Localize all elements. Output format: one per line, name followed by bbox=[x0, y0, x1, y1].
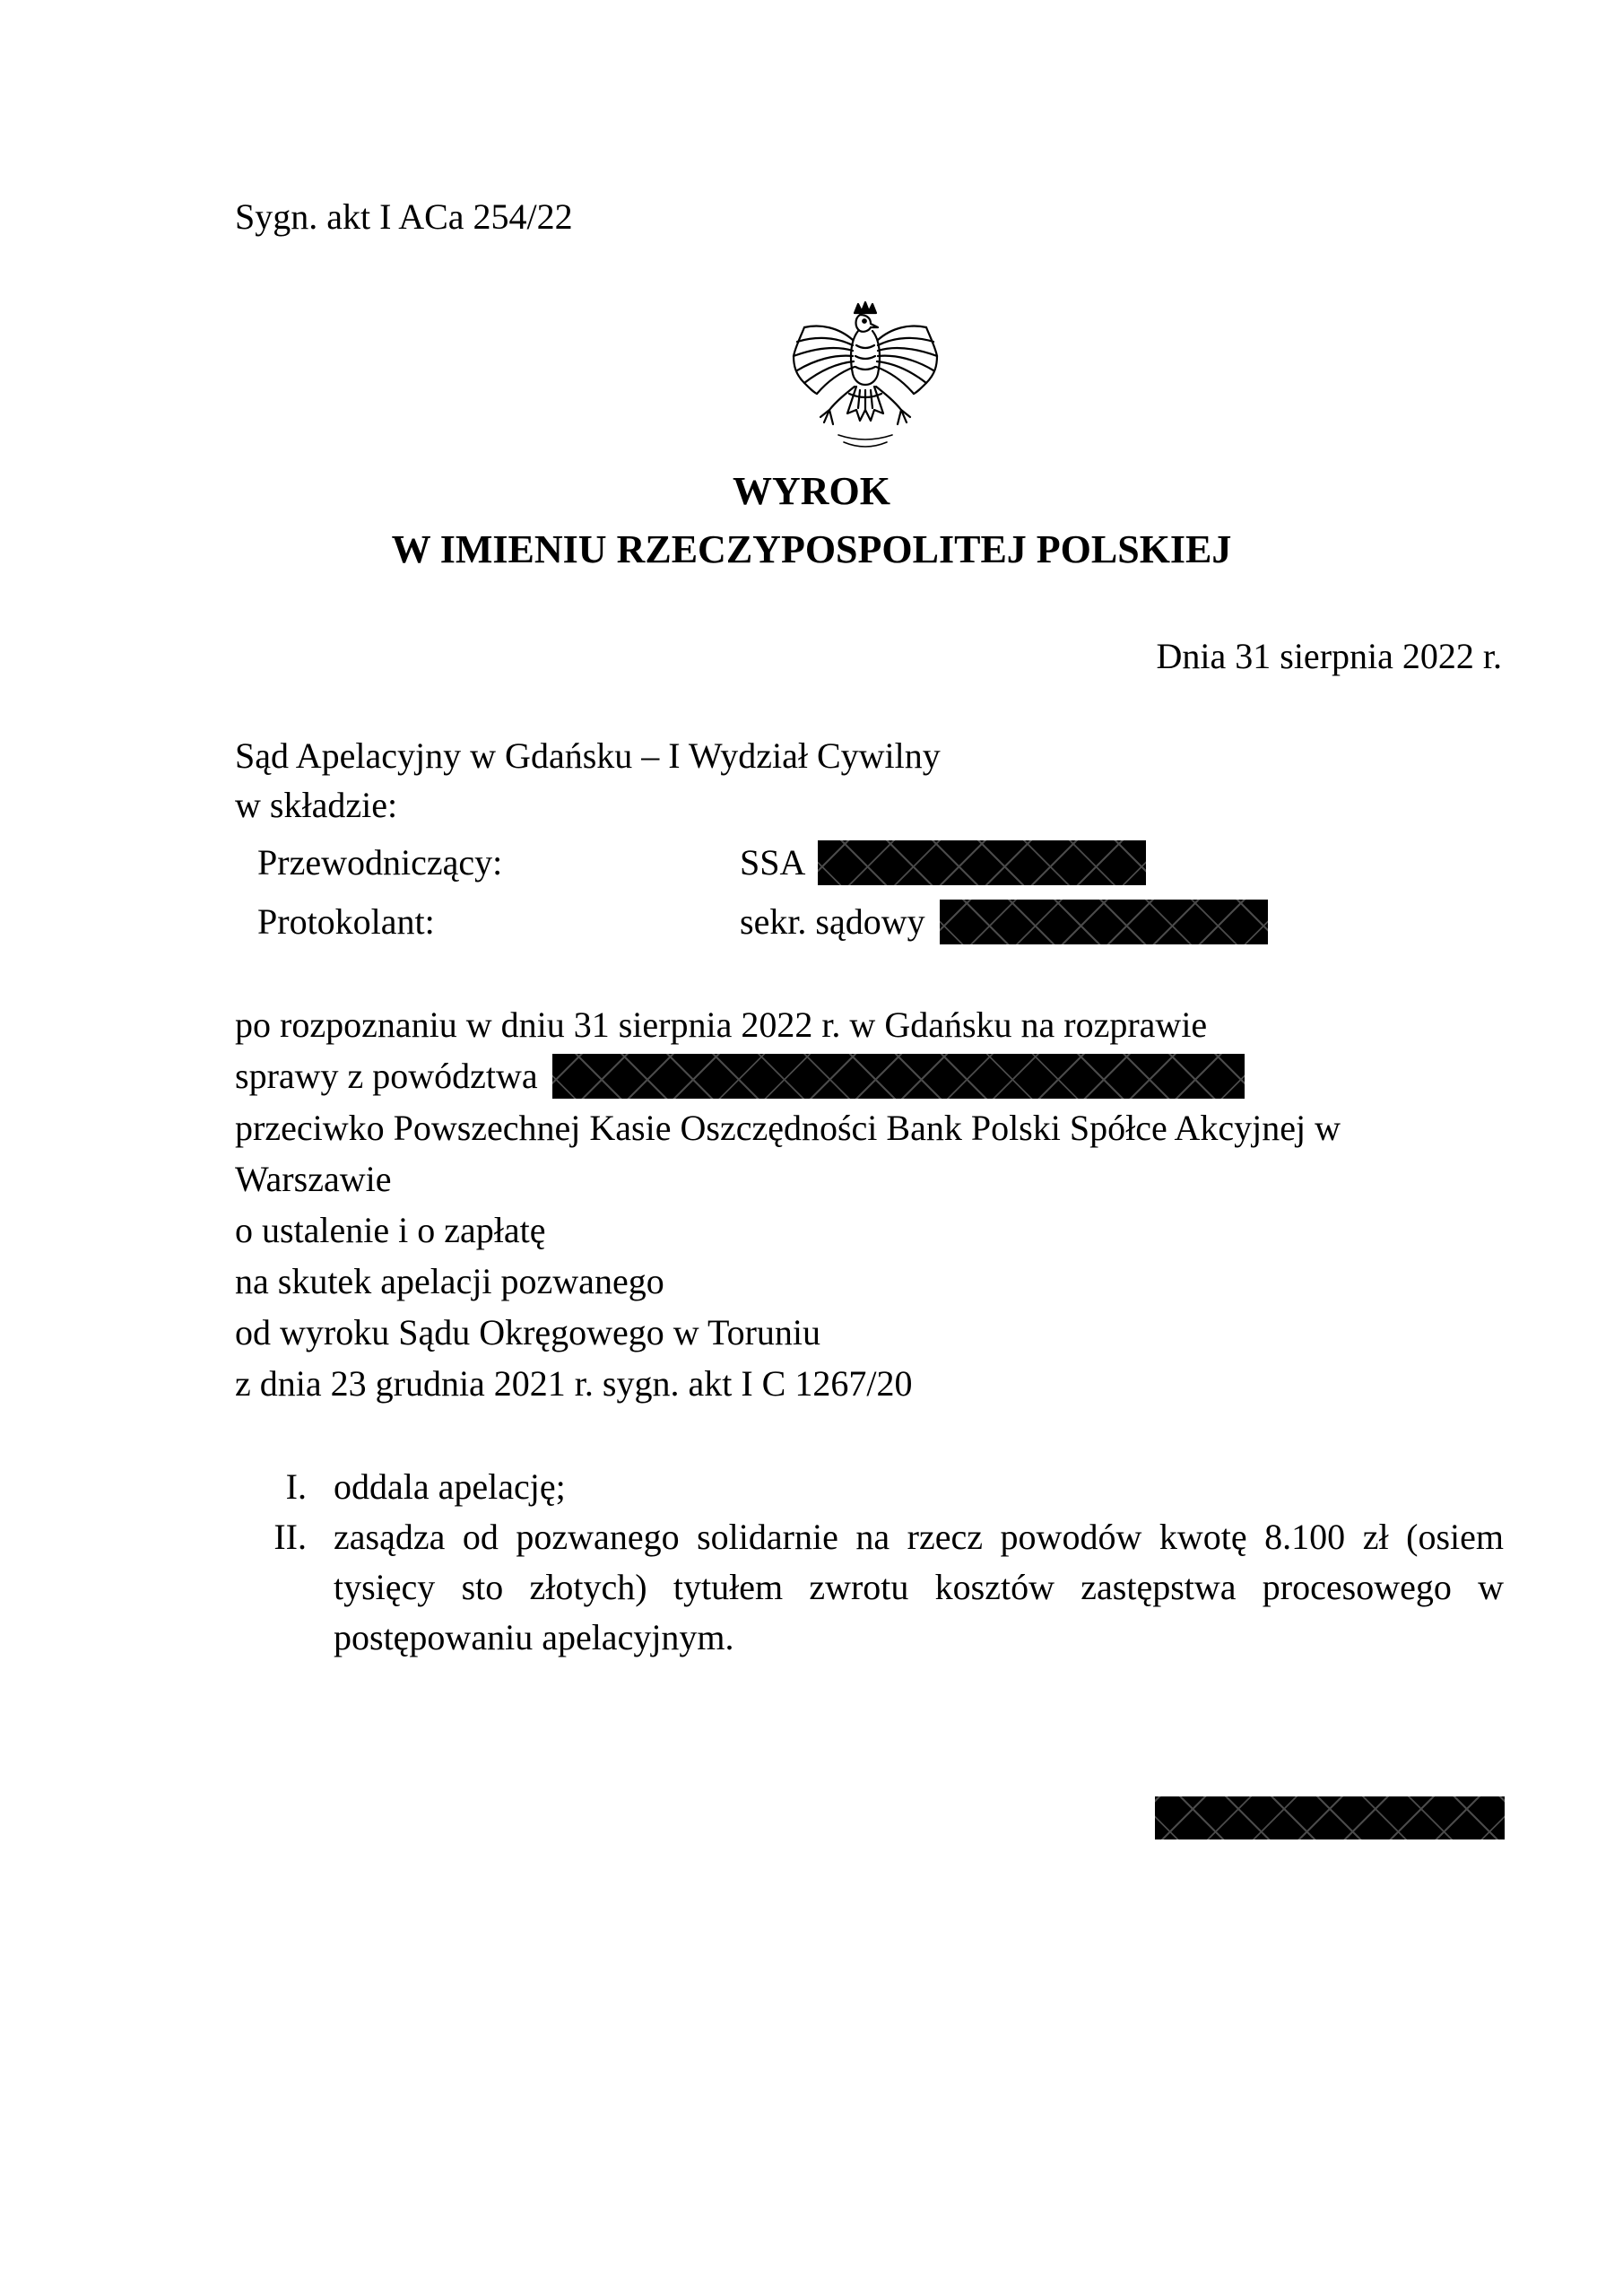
presiding-judge-value bbox=[740, 838, 1146, 889]
redaction-block bbox=[1155, 1796, 1505, 1839]
redaction-block bbox=[818, 840, 1146, 885]
proceedings-line: Warszawie bbox=[235, 1159, 392, 1199]
ruling-item-text: zasądza od pozwanego solidarnie na rzecz powodów kwotę 8.100 zł (osiem tysięcy sto złotych) tytułem zwrotu kosztów zastępstwa procesowego w postępowaniu apelacyjnym. bbox=[334, 1517, 1504, 1657]
proceedings-line: z dnia 23 grudnia 2021 r. sygn. akt I C 1267/20 bbox=[235, 1363, 913, 1404]
proceedings-line: od wyroku Sądu Okręgowego w Toruniu bbox=[235, 1312, 821, 1352]
clerk-label: Protokolant: bbox=[257, 901, 435, 942]
court-name: Sąd Apelacyjny w Gdańsku – I Wydział Cywilny bbox=[235, 735, 941, 776]
presiding-judge-label: Przewodniczący: bbox=[257, 842, 503, 883]
composition-intro: w składzie: bbox=[235, 785, 398, 825]
clerk-value bbox=[740, 897, 1268, 948]
proceedings-line: o ustalenie i o zapłatę bbox=[235, 1210, 546, 1250]
document-subtitle: W IMIENIU RZECZYPOSPOLITEJ POLSKIEJ bbox=[391, 527, 1232, 571]
proceedings-line: na skutek apelacji pozwanego bbox=[235, 1261, 664, 1301]
document-title: WYROK bbox=[733, 469, 890, 513]
redaction-block bbox=[940, 900, 1268, 944]
clerk-title: sekr. sądowy bbox=[740, 901, 925, 942]
judge-signature-redaction bbox=[1155, 1796, 1505, 1839]
case-signature: Sygn. akt I ACa 254/22 bbox=[235, 196, 573, 237]
ruling-item-number: I. bbox=[285, 1466, 307, 1507]
ruling-item-text: oddala apelację; bbox=[334, 1466, 566, 1507]
redaction-block bbox=[552, 1054, 1245, 1099]
polish-eagle-emblem-icon bbox=[785, 300, 946, 457]
plaintiff-prefix: sprawy z powództwa bbox=[235, 1056, 538, 1096]
proceedings-plaintiff-line bbox=[235, 1051, 1245, 1102]
proceedings-line: po rozpoznaniu w dniu 31 sierpnia 2022 r. w Gdańsku na rozprawie bbox=[235, 1004, 1208, 1045]
proceedings-line: przeciwko Powszechnej Kasie Oszczędności Bank Polski Spółce Akcyjnej w bbox=[235, 1108, 1341, 1148]
ruling-item-number: II. bbox=[273, 1517, 307, 1557]
judgment-date: Dnia 31 sierpnia 2022 r. bbox=[1156, 636, 1502, 676]
presiding-judge-title: SSA bbox=[740, 842, 804, 883]
